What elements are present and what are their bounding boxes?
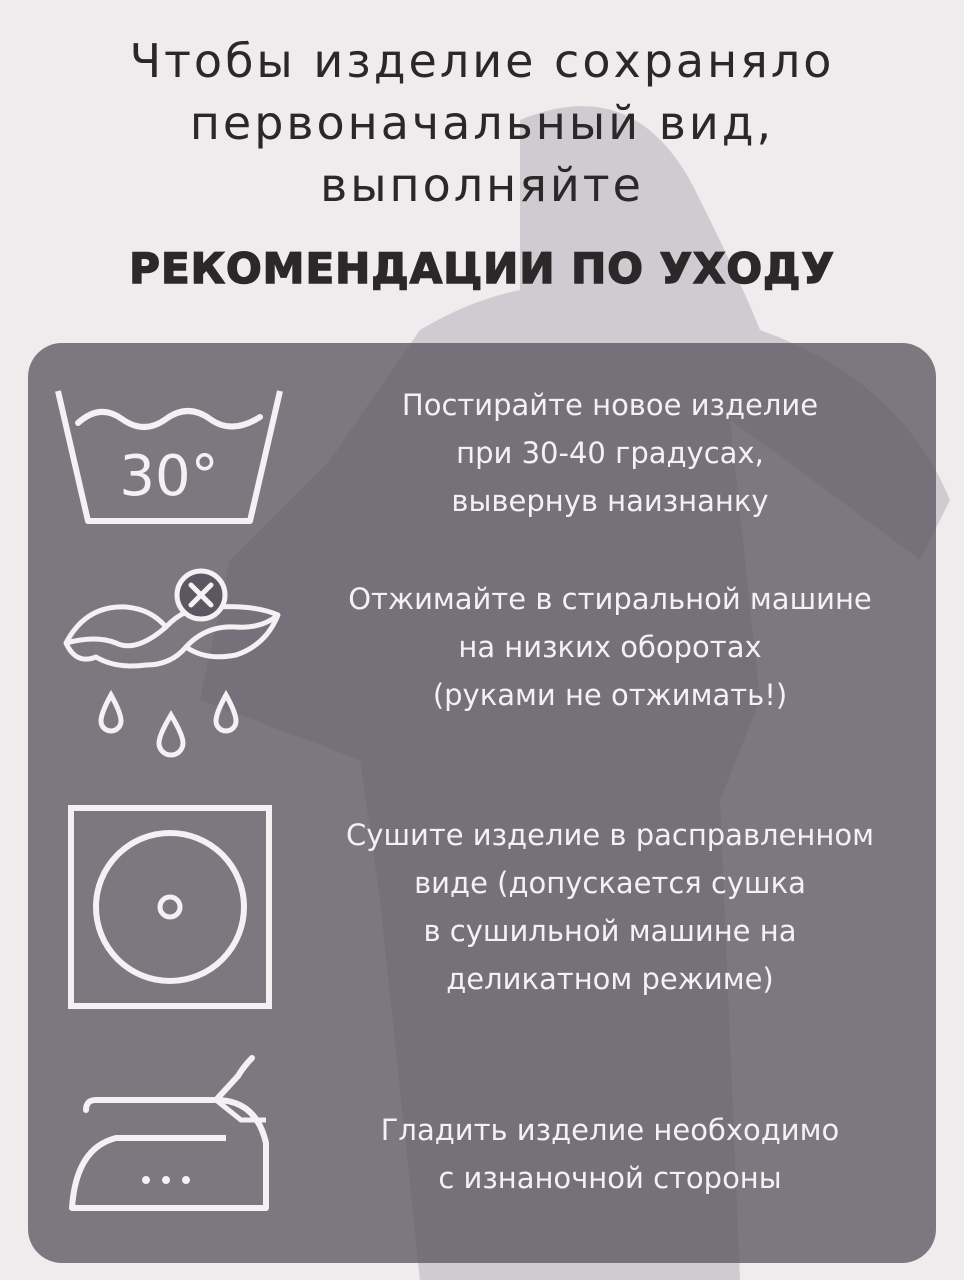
care-text-line: на низких оборотах — [458, 630, 762, 664]
header — [0, 30, 964, 293]
care-text — [300, 575, 920, 719]
care-text — [300, 381, 920, 525]
care-text-line: Постирайте новое изделие — [401, 388, 819, 422]
care-text-line: виде (допускается сушка — [414, 866, 806, 900]
page-title: РЕКОМЕНДАЦИИ ПО УХОДУ — [129, 244, 835, 293]
care-card — [28, 343, 936, 1263]
care-text-line: Отжимайте в стиральной машине — [348, 582, 872, 616]
care-item-iron — [28, 1048, 936, 1218]
care-text-line: в сушильной машине на — [423, 914, 797, 948]
care-text-line: Сушите изделие в расправленном — [346, 818, 874, 852]
wash-temperature-label: 30° — [119, 444, 219, 509]
subtitle-line: Чтобы изделие сохраняло — [129, 34, 835, 88]
care-item-dry — [28, 803, 936, 1013]
care-item-wash — [28, 383, 936, 533]
care-text — [300, 811, 920, 1003]
care-text-line: (руками не отжимать!) — [432, 678, 788, 712]
care-item-spin — [28, 565, 936, 765]
care-text-line: Гладить изделие необходимо — [380, 1113, 840, 1147]
no-wring-icon — [56, 565, 286, 765]
subtitle-line: выполняйте — [320, 158, 644, 212]
care-text-line: вывернув наизнанку — [451, 484, 769, 518]
iron-icon — [66, 1048, 276, 1218]
subtitle-line: первоначальный вид, — [189, 96, 775, 150]
care-text-line: деликатном режиме) — [446, 962, 774, 996]
care-text — [300, 1106, 920, 1202]
care-text-line: с изнаночной стороны — [438, 1161, 782, 1195]
care-text-line: при 30-40 градусах, — [456, 436, 764, 470]
wash-30-icon — [50, 383, 290, 533]
tumble-dry-icon — [66, 803, 276, 1013]
